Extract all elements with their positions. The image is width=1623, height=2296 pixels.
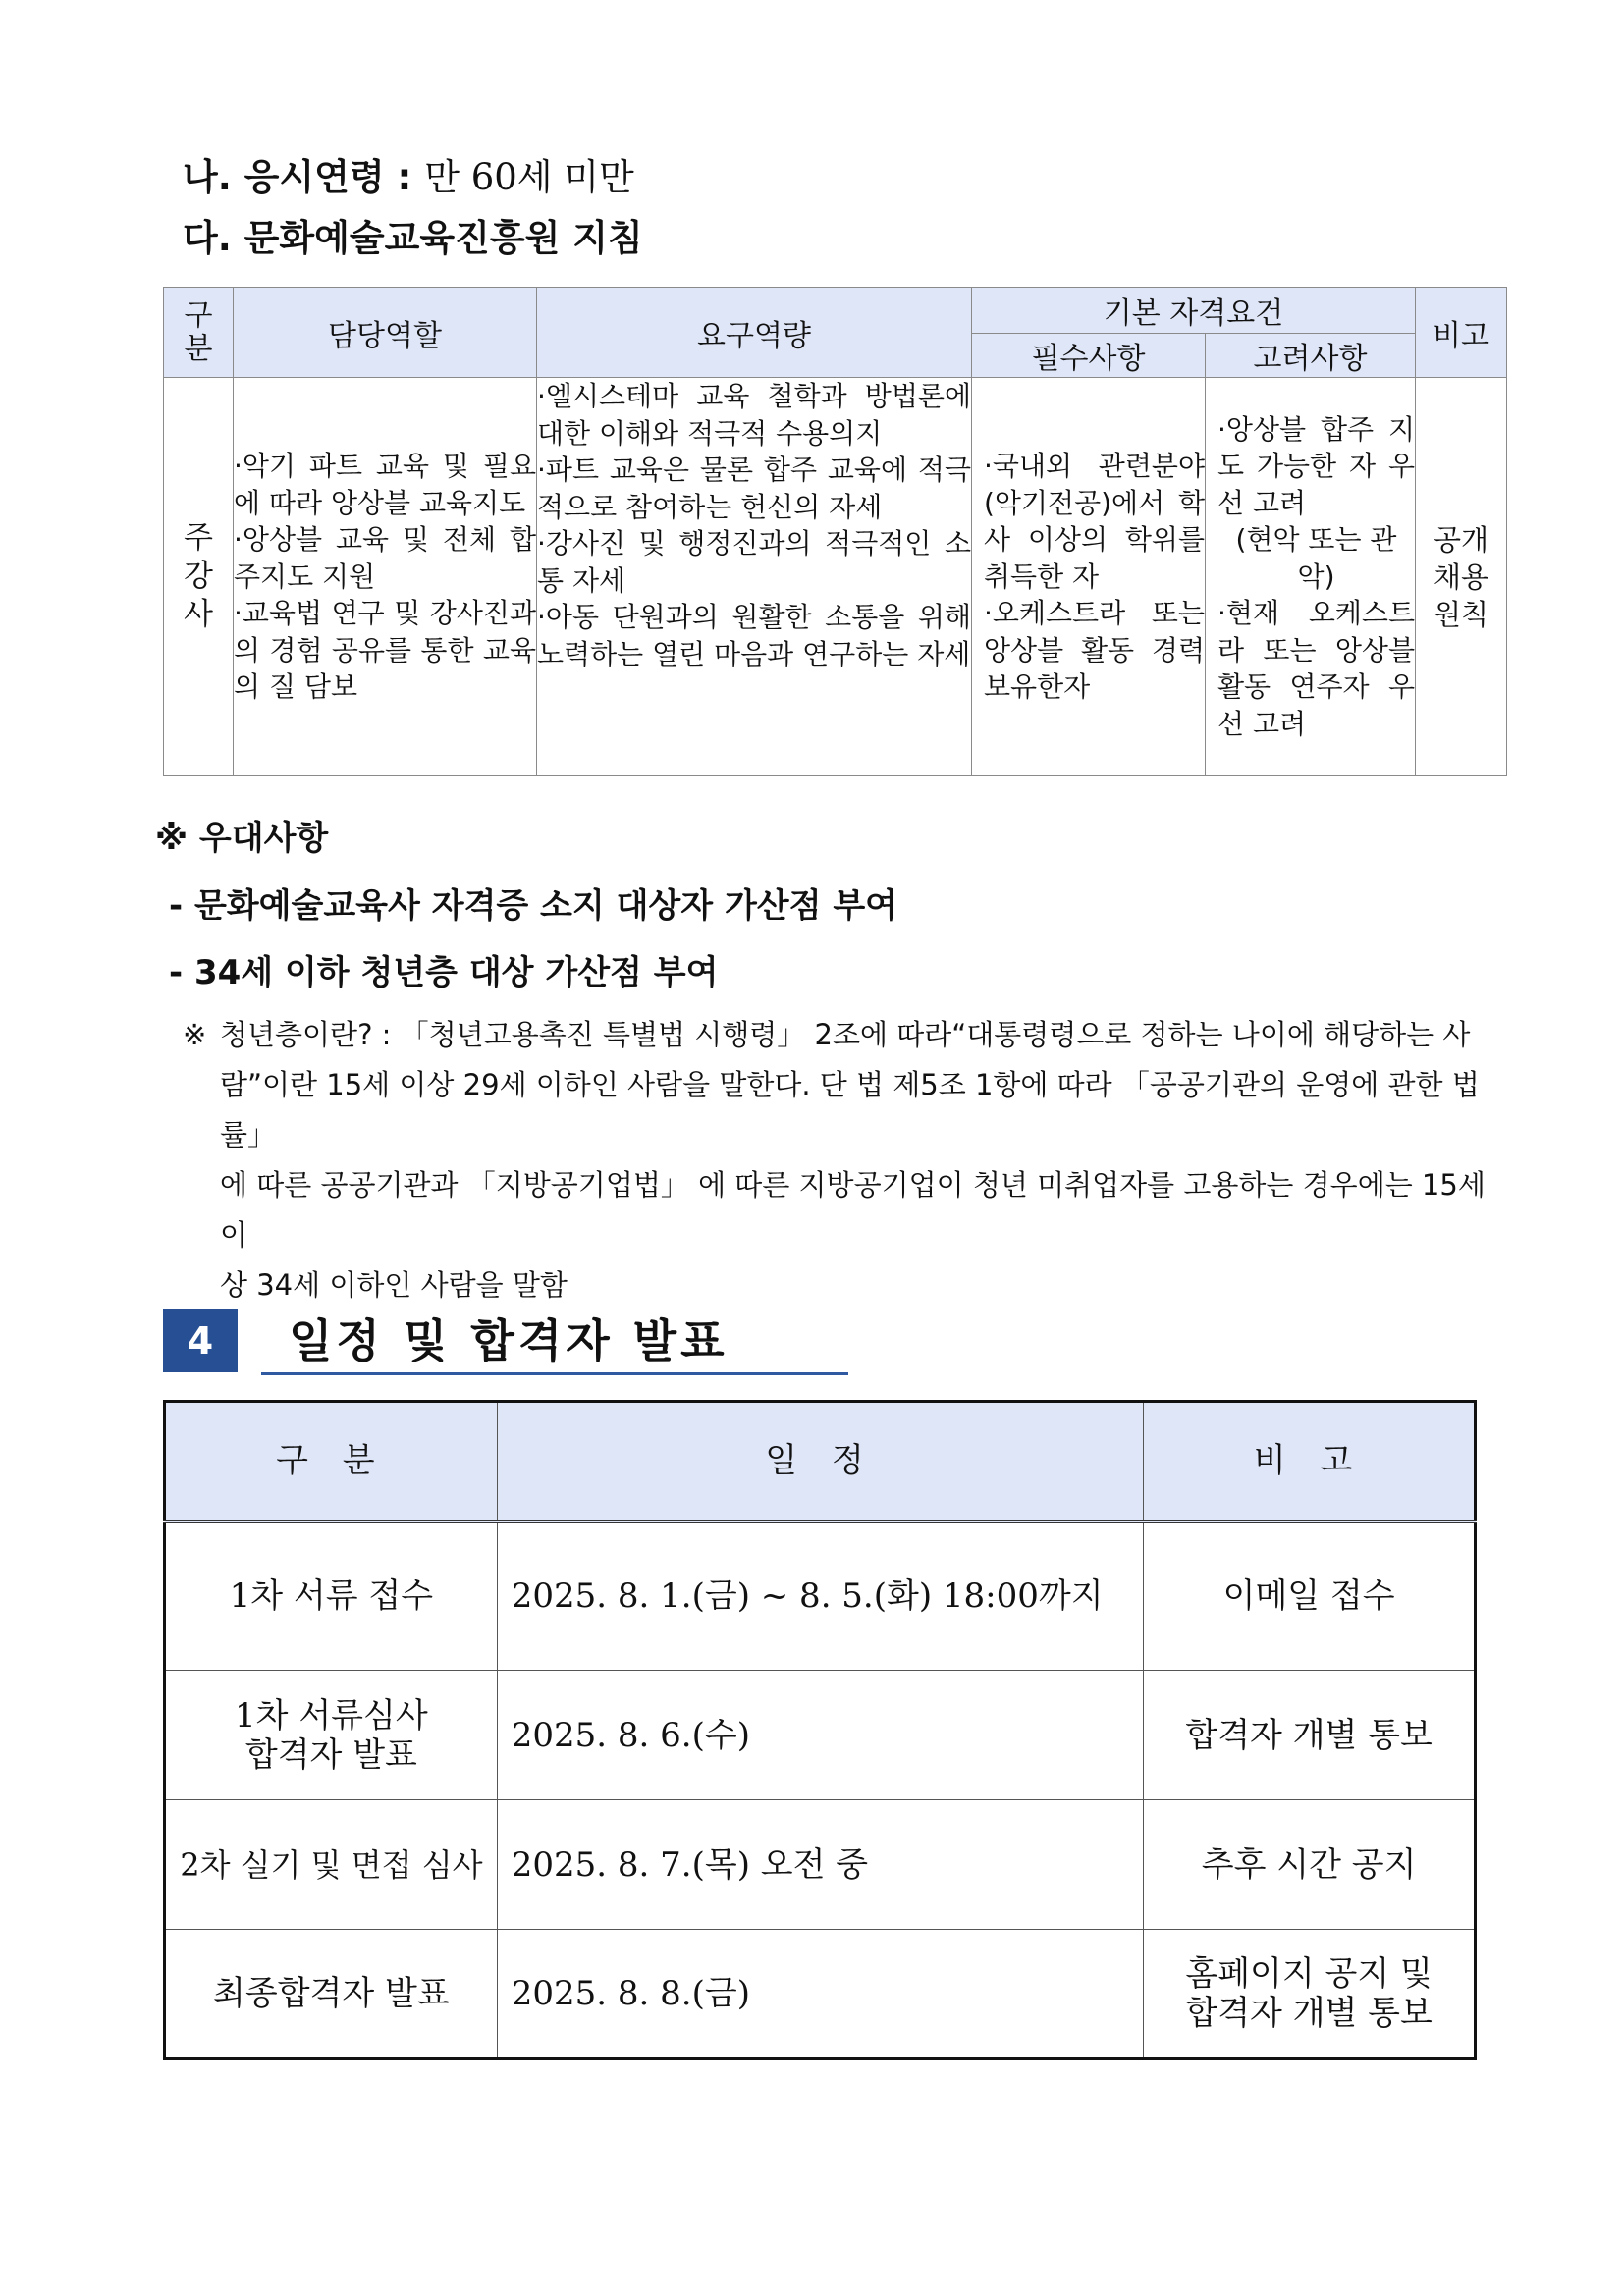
guideline-heading: 다. 문화예술교육진흥원 지침 bbox=[183, 217, 643, 259]
header-remark: 비고 bbox=[1416, 288, 1507, 378]
header-schedule: 일 정 bbox=[497, 1402, 1143, 1522]
header-note: 비 고 bbox=[1144, 1402, 1476, 1522]
header-considered: 고려사항 bbox=[1206, 334, 1416, 378]
youth-definition-note bbox=[183, 1010, 1493, 1310]
row-title-main-instructor: 주강사 bbox=[164, 378, 234, 776]
note-line: 상 34세 이하인 사람을 말함 bbox=[220, 1268, 568, 1302]
competency-line: ·파트 교육은 물론 합주 교육에 적극적으로 참여하는 헌신의 자세 bbox=[537, 454, 971, 523]
date-cell: 2025. 8. 6.(수) bbox=[497, 1671, 1143, 1800]
table-row bbox=[165, 1930, 1476, 2059]
role-cell bbox=[234, 378, 537, 776]
age-value: 만 60세 미만 bbox=[424, 156, 634, 198]
competency-line: ·강사진 및 행정진과의 적극적인 소통 자세 bbox=[537, 527, 971, 597]
age-requirement bbox=[183, 147, 634, 200]
role-line: ·교육법 연구 및 강사진과의 경험 공유를 통한 교육의 질 담보 bbox=[234, 597, 536, 704]
required-line: ·국내외 관련분야 (악기전공)에서 학사 이상의 학위를 취득한 자 bbox=[984, 450, 1205, 593]
remark-cell: 공개 채용 원칙 bbox=[1416, 378, 1507, 776]
section-title: 일정 및 합격자 발표 bbox=[289, 1314, 729, 1367]
remark-cell: 추후 시간 공지 bbox=[1144, 1800, 1476, 1930]
header-role: 담당역할 bbox=[234, 288, 537, 378]
age-label: 나. 응시연령 : bbox=[183, 156, 412, 198]
date-cell: 2025. 8. 7.(목) 오전 중 bbox=[497, 1800, 1143, 1930]
role-line: ·앙상블 교육 및 전체 합주지도 지원 bbox=[234, 523, 536, 593]
table-row bbox=[165, 1800, 1476, 1930]
header-required: 필수사항 bbox=[972, 334, 1206, 378]
note-line: 람”이란 15세 이상 29세 이하인 사람을 말한다. 단 법 제5조 1항에 따라 「공공기관의 운영에 관한 법률」 bbox=[220, 1068, 1480, 1151]
competency-cell bbox=[537, 378, 972, 776]
stage-cell: 1차 서류심사 합격자 발표 bbox=[165, 1671, 498, 1800]
stage-cell: 1차 서류 접수 bbox=[165, 1522, 498, 1671]
stage-cell: 최종합격자 발표 bbox=[165, 1930, 498, 2059]
considered-line: ·현재 오케스트라 또는 앙상블 활동 연주자 우선 고려 bbox=[1217, 597, 1416, 740]
competency-line: ·엘시스테마 교육 철학과 방법론에 대한 이해와 적극적 수용의지 bbox=[537, 380, 971, 450]
competency-line: ·아동 단원과의 원활한 소통을 위해 노력하는 열린 마음과 연구하는 자세 bbox=[537, 601, 971, 670]
preferences-title: ※ 우대사항 bbox=[155, 819, 329, 858]
qualification-table bbox=[163, 287, 1507, 776]
section-number-badge: 4 bbox=[163, 1309, 238, 1372]
section-underline bbox=[261, 1372, 848, 1375]
note-mark: ※ bbox=[183, 1018, 207, 1051]
remark-cell: 홈페이지 공지 및 합격자 개별 통보 bbox=[1144, 1930, 1476, 2059]
table-row bbox=[165, 1671, 1476, 1800]
date-cell: 2025. 8. 1.(금) ~ 8. 5.(화) 18:00까지 bbox=[497, 1522, 1143, 1671]
header-qualifications: 기본 자격요건 bbox=[972, 288, 1416, 334]
note-line: 청년층이란? : 「청년고용촉진 특별법 시행령」 2조에 따라“대통령령으로 정하는 나이에 해당하는 사 bbox=[220, 1018, 1471, 1051]
header-competency: 요구역량 bbox=[537, 288, 972, 378]
note-line: 에 따른 공공기관과 「지방공기업법」 에 따른 지방공기업이 청년 미취업자를 고용하는 경우에는 15세 이 bbox=[220, 1168, 1486, 1252]
header-stage: 구 분 bbox=[165, 1402, 498, 1522]
remark-cell: 합격자 개별 통보 bbox=[1144, 1671, 1476, 1800]
remark-cell: 이메일 접수 bbox=[1144, 1522, 1476, 1671]
considered-line: (현악 또는 관악) bbox=[1235, 523, 1397, 593]
date-cell: 2025. 8. 8.(금) bbox=[497, 1930, 1143, 2059]
role-line: ·악기 파트 교육 및 필요에 따라 앙상블 교육지도 bbox=[234, 450, 536, 519]
table-row bbox=[165, 1522, 1476, 1671]
stage-cell: 2차 실기 및 면접 심사 bbox=[165, 1800, 498, 1930]
header-gubun: 구분 bbox=[164, 288, 234, 378]
required-line: ·오케스트라 또는 앙상블 활동 경력 보유한자 bbox=[984, 597, 1205, 704]
required-cell bbox=[972, 378, 1206, 776]
considered-line: ·앙상블 합주 지도 가능한 자 우선 고려 bbox=[1217, 412, 1416, 519]
preference-item: - 문화예술교육사 자격증 소지 대상자 가산점 부여 bbox=[169, 886, 898, 926]
preference-item: - 34세 이하 청년층 대상 가산점 부여 bbox=[169, 953, 719, 992]
schedule-table bbox=[163, 1400, 1477, 2060]
considered-cell bbox=[1206, 378, 1416, 776]
